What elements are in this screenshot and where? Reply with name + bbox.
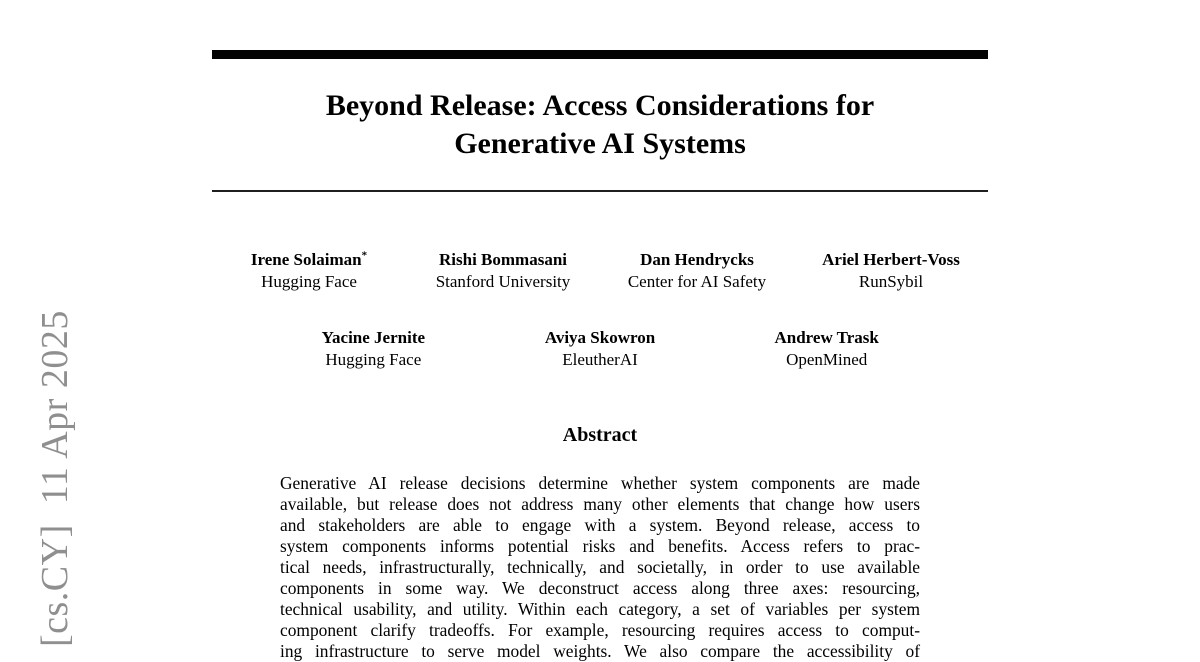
author-name-text: Aviya Skowron (544, 328, 656, 347)
author-affiliation: EleutherAI (562, 350, 638, 369)
abstract-line: component clarify tradeoffs. For example, resourcing requires access to comput- (280, 620, 920, 640)
author-rishi-bommasani (406, 249, 600, 293)
author-yacine-jernite (260, 327, 487, 371)
author-name (487, 327, 714, 349)
authors-row-2 (260, 327, 940, 371)
author-affiliation: Hugging Face (325, 350, 422, 369)
abstract-line: components in some way. We deconstruct access along three axes: resourcing, (280, 578, 920, 598)
author-aviya-skowron (487, 327, 714, 371)
author-name-text: Rishi Bommasani (439, 250, 567, 269)
author-name (212, 249, 406, 271)
authors-row-1 (212, 249, 988, 293)
paper-title (212, 87, 988, 163)
author-name (713, 327, 940, 349)
author-affiliation: Hugging Face (261, 272, 357, 291)
abstract-line: tical needs, infrastructurally, technically, and societally, in order to use available (280, 557, 920, 577)
author-name-text: Irene Solaiman (250, 250, 362, 269)
title-rule-bottom (212, 190, 988, 192)
author-affiliation: Center for AI Safety (627, 272, 767, 291)
author-andrew-trask (713, 327, 940, 371)
abstract-line: and stakeholders are able to engage with a system. Beyond release, access to (280, 515, 920, 535)
author-footnote-marker: * (361, 249, 368, 262)
author-name (794, 249, 988, 271)
author-name (600, 249, 794, 271)
abstract-line: system components informs potential risks and benefits. Access refers to prac- (280, 536, 920, 556)
author-affiliation: Stanford University (435, 272, 571, 291)
abstract-line: available, but release does not address many other elements that change how users (280, 494, 920, 514)
author-dan-hendrycks (600, 249, 794, 293)
abstract-line-cutoff: ing infrastructure to serve model weights. We also compare the accessibility of (280, 641, 920, 661)
author-name (260, 327, 487, 349)
abstract-heading: Abstract (562, 424, 638, 446)
arxiv-watermark: [cs.CY] 11 Apr 2025 (34, 310, 76, 647)
author-affiliation: OpenMined (786, 350, 868, 369)
paper-title-line1: Beyond Release: Access Considerations for (325, 89, 875, 122)
title-rule-top (212, 50, 988, 59)
abstract-line: Generative AI release decisions determine whether system components are made (280, 473, 920, 493)
author-irene-solaiman (212, 249, 406, 293)
author-name-text: Yacine Jernite (321, 328, 426, 347)
paper-content (212, 0, 988, 662)
author-ariel-herbert-voss (794, 249, 988, 293)
paper-title-line2: Generative AI Systems (454, 127, 746, 160)
author-name-text: Andrew Trask (774, 328, 879, 347)
author-affiliation: RunSybil (858, 272, 924, 291)
author-name-text: Dan Hendrycks (640, 250, 754, 269)
author-name-text: Ariel Herbert-Voss (822, 250, 960, 269)
abstract-body (280, 473, 920, 662)
abstract-line: technical usability, and utility. Within each category, a set of variables per system (280, 599, 920, 619)
author-name (406, 249, 600, 271)
